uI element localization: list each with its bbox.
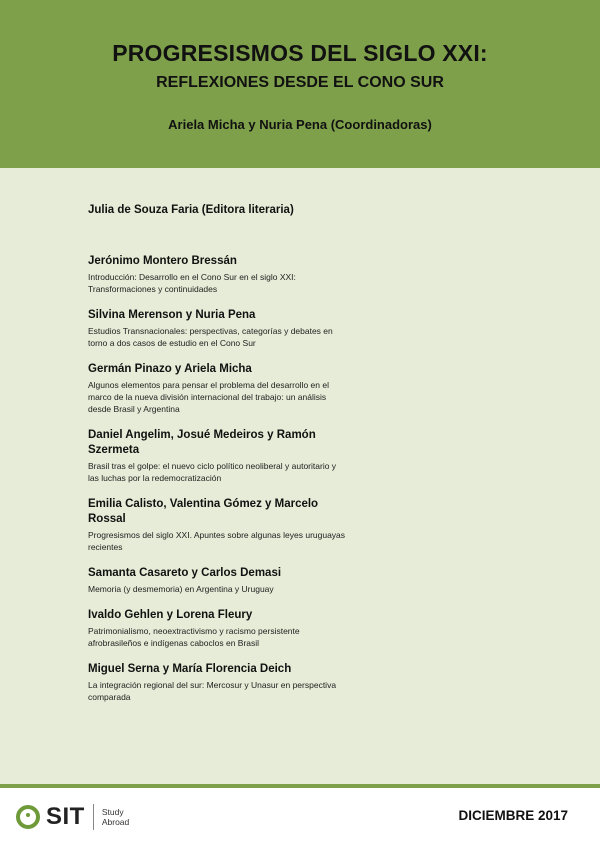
logo-sub-line2: Abroad	[101, 817, 130, 827]
logo-divider	[93, 804, 94, 830]
entry-title: Memoria (y desmemoria) en Argentina y Uruguay	[88, 584, 274, 594]
entry-authors: Emilia Calisto, Valentina Gómez y Marcelo Rossal	[88, 498, 319, 525]
logo-sub-line1: Study	[101, 807, 124, 817]
entry-authors: Silvina Merenson y Nuria Pena	[88, 309, 256, 321]
entry-authors: Ivaldo Gehlen y Lorena Fleury	[88, 609, 253, 621]
entry-authors: Samanta Casareto y Carlos Demasi	[88, 567, 282, 579]
entry-authors: Germán Pinazo y Ariela Micha	[88, 363, 252, 375]
contents-entry	[88, 428, 346, 484]
contents-list	[88, 254, 346, 716]
entry-title: Introducción: Desarrollo en el Cono Sur en el siglo XXI: Transformaciones y continuidades	[88, 272, 296, 294]
sit-logo	[16, 800, 129, 834]
sit-ring-icon	[16, 805, 40, 829]
contents-panel	[0, 168, 600, 784]
contents-entry	[88, 608, 346, 649]
literary-editor-credit: Julia de Souza Faria (Editora literaria)	[88, 204, 294, 216]
cover-title: PROGRESISMOS DEL SIGLO XXI:	[112, 40, 488, 66]
entry-title: Estudios Transnacionales: perspectivas, categorías y debates en torno a dos casos de estudio en el Cono Sur	[88, 326, 333, 348]
entry-title: Progresismos del siglo XXI. Apuntes sobre algunas leyes uruguayas recientes	[88, 530, 346, 552]
entry-title: La integración regional del sur: Mercosur y Unasur en perspectiva comparada	[88, 680, 337, 702]
logo-subtitle	[102, 807, 129, 827]
cover-subtitle: REFLEXIONES DESDE EL CONO SUR	[156, 74, 444, 91]
entry-authors: Daniel Angelim, Josué Medeiros y Ramón Szermeta	[88, 429, 316, 456]
contents-entry	[88, 362, 346, 415]
entry-title: Patrimonialismo, neoextractivismo y racismo persistente afrobrasileños e indígenas caboclos en Brasil	[88, 626, 300, 648]
publication-date: DICIEMBRE 2017	[458, 808, 568, 823]
logo-wordmark: SIT	[46, 803, 85, 830]
contents-entry	[88, 662, 346, 703]
coordinators-credit: Ariela Micha y Nuria Pena (Coordinadoras)	[168, 117, 432, 132]
contents-entry	[88, 497, 346, 553]
entry-authors: Miguel Serna y María Florencia Deich	[88, 663, 292, 675]
entry-title: Brasil tras el golpe: el nuevo ciclo político neoliberal y autoritario y las luchas por la redemocratización	[88, 461, 337, 483]
contents-entry	[88, 566, 346, 595]
contents-entry	[88, 308, 346, 349]
entry-authors: Jerónimo Montero Bressán	[88, 255, 237, 267]
footer-divider	[0, 784, 600, 788]
contents-entry	[88, 254, 346, 295]
cover-header	[0, 0, 600, 168]
entry-title: Algunos elementos para pensar el problema del desarrollo en el marco de la nueva división internacional del trabajo: un análisis desde Brasil y Argentina	[88, 380, 329, 414]
